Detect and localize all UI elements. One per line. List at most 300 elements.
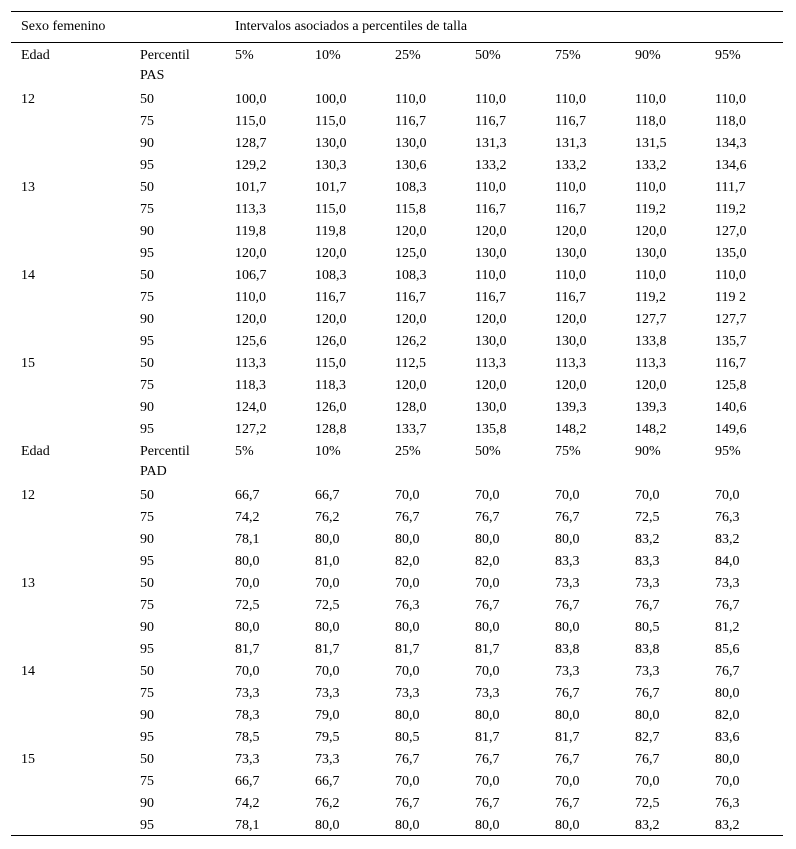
value-cell: 120,0 — [555, 224, 587, 239]
value-cell: 115,8 — [395, 202, 426, 217]
value-cell: 120,0 — [235, 312, 267, 327]
value-cell: 70,0 — [635, 774, 660, 789]
value-cell: 76,7 — [555, 598, 580, 613]
age-cell: 14 — [21, 664, 35, 679]
value-cell: 130,0 — [475, 400, 507, 415]
value-cell: 80,0 — [475, 620, 500, 635]
percentile-cell: 95 — [140, 730, 154, 745]
value-cell: 130,0 — [475, 334, 507, 349]
table-row — [11, 220, 783, 242]
value-cell: 116,7 — [555, 290, 586, 305]
value-cell: 119,2 — [635, 202, 666, 217]
value-cell: 82,0 — [715, 708, 740, 723]
value-cell: 76,7 — [475, 598, 500, 613]
value-cell: 70,0 — [315, 576, 340, 591]
value-cell: 120,0 — [475, 312, 507, 327]
percentile-column-header — [140, 442, 190, 482]
value-cell: 120,0 — [635, 378, 667, 393]
value-cell: 110,0 — [475, 268, 506, 283]
table-row — [11, 572, 783, 594]
value-cell: 124,0 — [235, 400, 267, 415]
percentile-cell: 95 — [140, 246, 154, 261]
value-cell: 76,7 — [555, 510, 580, 525]
value-cell: 80,0 — [555, 532, 580, 547]
value-cell: 118,3 — [315, 378, 346, 393]
value-cell: 70,0 — [715, 488, 740, 503]
percentile-cell: 75 — [140, 598, 154, 613]
value-cell: 73,3 — [235, 686, 260, 701]
value-cell: 70,0 — [555, 488, 580, 503]
age-cell: 15 — [21, 752, 35, 767]
table-row — [11, 616, 783, 638]
value-cell: 133,8 — [635, 334, 667, 349]
value-cell: 80,0 — [555, 620, 580, 635]
value-cell: 116,7 — [475, 290, 506, 305]
value-cell: 80,0 — [715, 752, 740, 767]
value-cell: 80,0 — [555, 818, 580, 833]
value-cell: 110,0 — [555, 268, 586, 283]
value-cell: 80,0 — [395, 620, 420, 635]
value-cell: 101,7 — [315, 180, 347, 195]
percentile-cell: 95 — [140, 818, 154, 833]
value-cell: 73,3 — [315, 686, 340, 701]
value-cell: 80,0 — [475, 818, 500, 833]
value-cell: 116,7 — [715, 356, 746, 371]
value-cell: 80,0 — [395, 708, 420, 723]
value-cell: 76,7 — [475, 510, 500, 525]
value-cell: 110,0 — [635, 180, 666, 195]
value-cell: 80,0 — [395, 532, 420, 547]
value-cell: 81,7 — [555, 730, 580, 745]
value-cell: 83,2 — [635, 532, 660, 547]
value-cell: 116,7 — [475, 114, 506, 129]
value-cell: 76,7 — [555, 752, 580, 767]
value-cell: 82,0 — [395, 554, 420, 569]
height-percentile-header: 50% — [475, 48, 501, 63]
value-cell: 125,0 — [395, 246, 427, 261]
value-cell: 81,2 — [715, 620, 740, 635]
value-cell: 76,7 — [395, 510, 420, 525]
value-cell: 76,3 — [715, 510, 740, 525]
percentile-label: Percentil — [140, 444, 190, 459]
value-cell: 72,5 — [635, 510, 660, 525]
value-cell: 115,0 — [235, 114, 266, 129]
value-cell: 133,2 — [475, 158, 507, 173]
percentile-cell: 75 — [140, 510, 154, 525]
value-cell: 149,6 — [715, 422, 747, 437]
value-cell: 73,3 — [395, 686, 420, 701]
value-cell: 119 2 — [715, 290, 746, 305]
value-cell: 140,6 — [715, 400, 747, 415]
height-percentile-header: 90% — [635, 444, 661, 459]
age-cell: 14 — [21, 268, 35, 283]
table-top-rule — [11, 11, 783, 12]
value-cell: 73,3 — [475, 686, 500, 701]
value-cell: 112,5 — [395, 356, 426, 371]
value-cell: 120,0 — [555, 312, 587, 327]
value-cell: 81,7 — [395, 642, 420, 657]
value-cell: 118,0 — [635, 114, 666, 129]
value-cell: 70,0 — [315, 664, 340, 679]
table-row — [11, 286, 783, 308]
value-cell: 131,5 — [635, 136, 667, 151]
value-cell: 83,2 — [715, 818, 740, 833]
value-cell: 110,0 — [475, 180, 506, 195]
value-cell: 85,6 — [715, 642, 740, 657]
value-cell: 120,0 — [635, 224, 667, 239]
age-cell: 12 — [21, 488, 35, 503]
percentile-cell: 50 — [140, 576, 154, 591]
value-cell: 116,7 — [395, 114, 426, 129]
table-row — [11, 264, 783, 286]
value-cell: 116,7 — [555, 114, 586, 129]
value-cell: 115,0 — [315, 202, 346, 217]
percentile-cell: 90 — [140, 532, 154, 547]
value-cell: 115,0 — [315, 114, 346, 129]
table-body — [11, 44, 783, 836]
value-cell: 80,5 — [635, 620, 660, 635]
percentile-cell: 50 — [140, 268, 154, 283]
percentile-cell: 90 — [140, 620, 154, 635]
value-cell: 120,0 — [235, 246, 267, 261]
value-cell: 110,0 — [715, 92, 746, 107]
value-cell: 110,0 — [395, 92, 426, 107]
value-cell: 126,0 — [315, 334, 347, 349]
value-cell: 70,0 — [475, 576, 500, 591]
value-cell: 119,8 — [235, 224, 266, 239]
value-cell: 76,7 — [635, 686, 660, 701]
table-row — [11, 814, 783, 836]
value-cell: 70,0 — [475, 488, 500, 503]
value-cell: 76,7 — [555, 686, 580, 701]
value-cell: 120,0 — [555, 378, 587, 393]
value-cell: 80,0 — [315, 532, 340, 547]
table-row — [11, 396, 783, 418]
percentile-cell: 75 — [140, 114, 154, 129]
percentile-cell: 50 — [140, 752, 154, 767]
value-cell: 70,0 — [475, 664, 500, 679]
value-cell: 70,0 — [555, 774, 580, 789]
value-cell: 80,0 — [315, 818, 340, 833]
value-cell: 76,7 — [395, 796, 420, 811]
value-cell: 130,0 — [555, 334, 587, 349]
value-cell: 76,7 — [475, 752, 500, 767]
height-percentile-header: 25% — [395, 444, 421, 459]
value-cell: 148,2 — [555, 422, 587, 437]
value-cell: 80,0 — [475, 708, 500, 723]
value-cell: 82,0 — [475, 554, 500, 569]
percentile-table — [11, 11, 783, 837]
percentile-cell: 75 — [140, 686, 154, 701]
value-cell: 115,0 — [315, 356, 346, 371]
value-cell: 148,2 — [635, 422, 667, 437]
value-cell: 73,3 — [235, 752, 260, 767]
value-cell: 76,3 — [715, 796, 740, 811]
percentile-cell: 50 — [140, 488, 154, 503]
table-row — [11, 506, 783, 528]
percentile-cell: 50 — [140, 664, 154, 679]
value-cell: 76,7 — [395, 752, 420, 767]
value-cell: 130,0 — [395, 136, 427, 151]
value-cell: 76,7 — [635, 752, 660, 767]
table-row — [11, 374, 783, 396]
table-row — [11, 550, 783, 572]
value-cell: 110,0 — [635, 268, 666, 283]
value-cell: 76,2 — [315, 510, 340, 525]
percentile-cell: 50 — [140, 92, 154, 107]
table-row — [11, 484, 783, 506]
value-cell: 66,7 — [235, 774, 260, 789]
value-cell: 116,7 — [395, 290, 426, 305]
value-cell: 127,2 — [235, 422, 267, 437]
value-cell: 76,7 — [475, 796, 500, 811]
percentile-cell: 95 — [140, 158, 154, 173]
value-cell: 120,0 — [395, 224, 427, 239]
value-cell: 119,2 — [635, 290, 666, 305]
value-cell: 116,7 — [555, 202, 586, 217]
value-cell: 84,0 — [715, 554, 740, 569]
height-percentile-header: 75% — [555, 444, 581, 459]
value-cell: 135,7 — [715, 334, 747, 349]
value-cell: 70,0 — [395, 774, 420, 789]
percentile-cell: 50 — [140, 356, 154, 371]
value-cell: 133,2 — [555, 158, 587, 173]
value-cell: 81,7 — [315, 642, 340, 657]
table-row — [11, 308, 783, 330]
value-cell: 139,3 — [555, 400, 587, 415]
value-cell: 72,5 — [315, 598, 340, 613]
value-cell: 100,0 — [235, 92, 267, 107]
value-cell: 134,6 — [715, 158, 747, 173]
value-cell: 110,0 — [555, 92, 586, 107]
age-cell: 13 — [21, 180, 35, 195]
value-cell: 81,7 — [475, 642, 500, 657]
table-row — [11, 330, 783, 352]
percentile-cell: 75 — [140, 378, 154, 393]
section-header-row — [11, 440, 783, 484]
value-cell: 72,5 — [235, 598, 260, 613]
value-cell: 73,3 — [555, 664, 580, 679]
height-percentile-header: 10% — [315, 444, 341, 459]
value-cell: 80,0 — [315, 620, 340, 635]
value-cell: 127,7 — [635, 312, 667, 327]
age-column-header: Edad — [21, 444, 50, 459]
height-percentile-header: 5% — [235, 444, 254, 459]
height-percentile-header: 10% — [315, 48, 341, 63]
value-cell: 74,2 — [235, 510, 260, 525]
table-row — [11, 88, 783, 110]
table-row — [11, 726, 783, 748]
height-percentile-header: 75% — [555, 48, 581, 63]
value-cell: 83,8 — [635, 642, 660, 657]
value-cell: 70,0 — [395, 488, 420, 503]
value-cell: 110,0 — [635, 92, 666, 107]
value-cell: 113,3 — [235, 356, 266, 371]
value-cell: 120,0 — [475, 224, 507, 239]
value-cell: 80,0 — [235, 620, 260, 635]
percentile-cell: 95 — [140, 554, 154, 569]
value-cell: 133,2 — [635, 158, 667, 173]
percentile-column-header — [140, 46, 190, 86]
value-cell: 128,0 — [395, 400, 427, 415]
value-cell: 130,0 — [315, 136, 347, 151]
value-cell: 134,3 — [715, 136, 747, 151]
percentile-cell: 75 — [140, 290, 154, 305]
value-cell: 78,3 — [235, 708, 260, 723]
value-cell: 80,0 — [635, 708, 660, 723]
percentile-cell: 50 — [140, 180, 154, 195]
value-cell: 139,3 — [635, 400, 667, 415]
height-percentile-header: 95% — [715, 444, 741, 459]
value-cell: 120,0 — [315, 312, 347, 327]
table-row — [11, 528, 783, 550]
percentile-cell: 95 — [140, 642, 154, 657]
table-row — [11, 418, 783, 440]
value-cell: 74,2 — [235, 796, 260, 811]
value-cell: 120,0 — [315, 246, 347, 261]
age-column-header: Edad — [21, 48, 50, 63]
value-cell: 78,5 — [235, 730, 260, 745]
value-cell: 113,3 — [475, 356, 506, 371]
value-cell: 120,0 — [395, 378, 427, 393]
height-percentile-header: 90% — [635, 48, 661, 63]
value-cell: 126,0 — [315, 400, 347, 415]
sex-label: Sexo femenino — [21, 19, 106, 34]
value-cell: 80,0 — [395, 818, 420, 833]
value-cell: 66,7 — [315, 488, 340, 503]
percentile-cell: 90 — [140, 224, 154, 239]
value-cell: 130,0 — [475, 246, 507, 261]
value-cell: 76,7 — [715, 664, 740, 679]
table-row — [11, 176, 783, 198]
age-cell: 15 — [21, 356, 35, 371]
value-cell: 70,0 — [475, 774, 500, 789]
table-row — [11, 154, 783, 176]
height-percentile-header: 95% — [715, 48, 741, 63]
table-row — [11, 660, 783, 682]
value-cell: 76,2 — [315, 796, 340, 811]
value-cell: 108,3 — [395, 180, 427, 195]
value-cell: 73,3 — [635, 576, 660, 591]
value-cell: 110,0 — [235, 290, 266, 305]
value-cell: 126,2 — [395, 334, 427, 349]
value-cell: 70,0 — [715, 774, 740, 789]
value-cell: 129,2 — [235, 158, 267, 173]
value-cell: 118,0 — [715, 114, 746, 129]
percentile-cell: 90 — [140, 312, 154, 327]
table-row — [11, 242, 783, 264]
value-cell: 135,0 — [715, 246, 747, 261]
age-cell: 13 — [21, 576, 35, 591]
value-cell: 73,3 — [715, 576, 740, 591]
value-cell: 101,7 — [235, 180, 267, 195]
value-cell: 81,7 — [235, 642, 260, 657]
value-cell: 113,3 — [635, 356, 666, 371]
percentile-cell: 95 — [140, 422, 154, 437]
value-cell: 66,7 — [235, 488, 260, 503]
intervals-label: Intervalos asociados a percentiles de talla — [235, 19, 468, 34]
percentile-cell: 90 — [140, 136, 154, 151]
value-cell: 78,1 — [235, 818, 260, 833]
value-cell: 106,7 — [235, 268, 267, 283]
value-cell: 131,3 — [475, 136, 507, 151]
section-header-row — [11, 44, 783, 88]
value-cell: 130,3 — [315, 158, 347, 173]
value-cell: 125,6 — [235, 334, 267, 349]
value-cell: 111,7 — [715, 180, 746, 195]
value-cell: 108,3 — [395, 268, 427, 283]
value-cell: 83,6 — [715, 730, 740, 745]
value-cell: 118,3 — [235, 378, 266, 393]
value-cell: 70,0 — [635, 488, 660, 503]
pressure-type-label: PAD — [140, 464, 167, 479]
value-cell: 133,7 — [395, 422, 427, 437]
percentile-label: Percentil — [140, 48, 190, 63]
pressure-type-label: PAS — [140, 68, 165, 83]
value-cell: 82,7 — [635, 730, 660, 745]
table-row — [11, 770, 783, 792]
height-percentile-header: 50% — [475, 444, 501, 459]
percentile-cell: 90 — [140, 708, 154, 723]
value-cell: 130,0 — [635, 246, 667, 261]
value-cell: 76,7 — [635, 598, 660, 613]
table-row — [11, 594, 783, 616]
value-cell: 108,3 — [315, 268, 347, 283]
value-cell: 70,0 — [235, 576, 260, 591]
table-bottom-rule — [11, 835, 783, 836]
value-cell: 125,8 — [715, 378, 747, 393]
value-cell: 113,3 — [555, 356, 586, 371]
age-cell: 12 — [21, 92, 35, 107]
value-cell: 83,3 — [555, 554, 580, 569]
percentile-cell: 90 — [140, 400, 154, 415]
table-row — [11, 748, 783, 770]
table-row — [11, 792, 783, 814]
percentile-cell: 75 — [140, 202, 154, 217]
percentile-cell: 95 — [140, 334, 154, 349]
value-cell: 128,7 — [235, 136, 267, 151]
value-cell: 119,2 — [715, 202, 746, 217]
value-cell: 72,5 — [635, 796, 660, 811]
value-cell: 110,0 — [715, 268, 746, 283]
value-cell: 116,7 — [475, 202, 506, 217]
value-cell: 78,1 — [235, 532, 260, 547]
value-cell: 120,0 — [395, 312, 427, 327]
value-cell: 127,7 — [715, 312, 747, 327]
value-cell: 81,7 — [475, 730, 500, 745]
value-cell: 81,0 — [315, 554, 340, 569]
value-cell: 83,2 — [715, 532, 740, 547]
value-cell: 110,0 — [555, 180, 586, 195]
value-cell: 128,8 — [315, 422, 347, 437]
value-cell: 113,3 — [235, 202, 266, 217]
value-cell: 110,0 — [475, 92, 506, 107]
value-cell: 76,7 — [555, 796, 580, 811]
value-cell: 135,8 — [475, 422, 507, 437]
percentile-cell: 75 — [140, 774, 154, 789]
value-cell: 73,3 — [555, 576, 580, 591]
value-cell: 76,7 — [715, 598, 740, 613]
value-cell: 80,0 — [235, 554, 260, 569]
table-row — [11, 352, 783, 374]
table-row — [11, 198, 783, 220]
table-row — [11, 132, 783, 154]
value-cell: 127,0 — [715, 224, 747, 239]
value-cell: 80,0 — [555, 708, 580, 723]
value-cell: 80,5 — [395, 730, 420, 745]
value-cell: 73,3 — [315, 752, 340, 767]
value-cell: 83,8 — [555, 642, 580, 657]
